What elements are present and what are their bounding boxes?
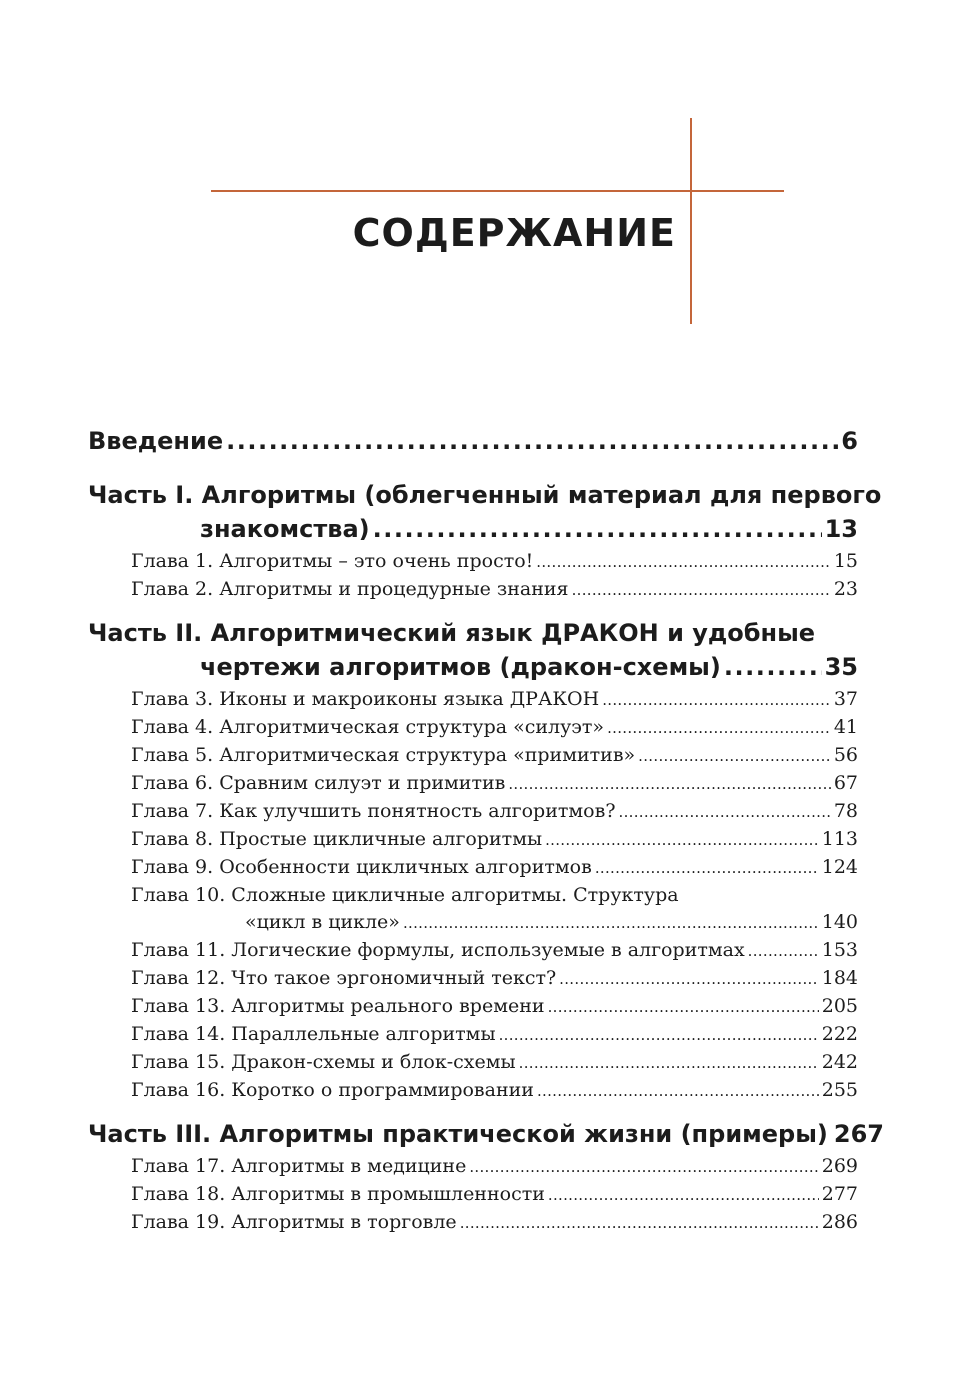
toc-chapter-page: 37 [833,688,858,710]
toc-line [131,993,858,1021]
toc-part-title: Часть I. Алгоритмы (облегченный материал для первого [88,481,882,509]
toc-chapter-entry[interactable] [88,770,858,798]
toc-chapter-entry[interactable] [88,1049,858,1077]
toc-line [131,1077,858,1105]
dot-leader [469,1154,818,1181]
dot-leader [519,1050,819,1077]
toc-chapter-title: Глава 6. Сравним силуэт и примитив [131,772,506,794]
toc-chapter-title: Глава 1. Алгоритмы – это очень просто! [131,550,534,572]
toc-part-title: чертежи алгоритмов (дракон-схемы) [200,653,721,681]
toc-chapter-page: 286 [821,1211,858,1233]
toc-chapter-title: Глава 9. Особенности цикличных алгоритмов [131,856,592,878]
toc-chapter-title: Глава 5. Алгоритмическая структура «примитив» [131,744,636,766]
toc-line [88,512,858,546]
toc-line [131,826,858,854]
dot-leader [460,1210,819,1237]
toc-chapter-entry[interactable] [88,965,858,993]
dot-leader [508,771,830,798]
toc-part-page: 267 [833,1120,884,1148]
toc-chapter-title: Глава 18. Алгоритмы в промышленности [131,1183,545,1205]
toc-chapter-page: 67 [833,772,858,794]
page-title: СОДЕРЖАНИЕ [352,211,676,255]
decorative-vertical-rule [690,118,692,324]
toc-chapter-page: 205 [821,995,858,1017]
toc-line [131,882,858,909]
toc-chapter-title: Глава 17. Алгоритмы в медицине [131,1155,467,1177]
toc-chapter-page: 113 [821,828,858,850]
toc-chapter-entry[interactable] [88,1021,858,1049]
toc-line [131,1049,858,1077]
toc-line [88,478,882,512]
toc-chapter-title: Глава 14. Параллельные алгоритмы [131,1023,496,1045]
toc-chapter-entry[interactable] [88,1077,858,1105]
toc-part-title: Часть II. Алгоритмический язык ДРАКОН и удобные [88,619,816,647]
spacer [88,604,858,616]
toc-intro-title: Введение [88,427,224,455]
toc-line [88,616,858,650]
dot-leader [403,910,819,937]
toc-chapter-page: 124 [821,856,858,878]
toc-chapter-title: Глава 8. Простые цикличные алгоритмы [131,828,543,850]
toc-intro-entry[interactable] [88,424,858,458]
toc-line [131,909,858,937]
toc-part-title: знакомства) [200,515,370,543]
toc-chapter-page: 153 [821,939,858,961]
toc-line [131,798,858,826]
toc-chapter-entry[interactable] [88,714,858,742]
toc-chapter-title: Глава 13. Алгоритмы реального времени [131,995,545,1017]
toc-part-entry[interactable] [88,1117,884,1151]
toc-line [131,742,858,770]
toc-chapter-page: 78 [833,800,858,822]
toc-chapter-entry[interactable] [88,686,858,714]
toc-line [88,1117,884,1151]
decorative-horizontal-rule [211,190,784,192]
toc-chapter-page: 23 [833,578,858,600]
dot-leader [595,855,819,882]
toc-line [131,854,858,882]
toc-chapter-page: 15 [833,550,858,572]
toc-chapter-entry[interactable] [88,576,858,604]
toc-chapter-entry[interactable] [88,937,858,965]
dot-leader [536,549,831,576]
toc-chapter-page: 255 [821,1079,858,1101]
dot-leader [607,715,831,742]
toc-chapter-title: Глава 10. Сложные цикличные алгоритмы. Структура [131,884,679,906]
toc-line [131,1209,858,1237]
toc-chapter-entry[interactable] [88,742,858,770]
dot-leader [537,1078,819,1105]
toc-line [131,714,858,742]
toc-chapter-entry[interactable] [88,993,858,1021]
toc-chapter-page: 277 [821,1183,858,1205]
toc-chapter-title: Глава 11. Логические формулы, используемые в алгоритмах [131,939,745,961]
toc-chapter-title: Глава 19. Алгоритмы в торговле [131,1211,457,1233]
toc-line [131,965,858,993]
toc-line [131,937,858,965]
dot-leader [559,966,819,993]
dot-leader [619,799,831,826]
toc-part-page: 35 [824,653,858,681]
toc-line [131,1021,858,1049]
dot-leader [545,827,819,854]
toc-line [131,576,858,604]
spacer [88,1105,858,1117]
toc-line [88,424,858,458]
dot-leader [748,938,819,965]
toc-intro-page: 6 [841,427,858,455]
toc-chapter-entry[interactable] [88,1209,858,1237]
toc-part-entry[interactable] [88,616,858,684]
toc-chapter-page: 222 [821,1023,858,1045]
table-of-contents [88,424,884,1237]
toc-chapter-title: Глава 3. Иконы и макроиконы языка ДРАКОН [131,688,600,710]
toc-chapter-entry[interactable] [88,854,858,882]
toc-chapter-title: Глава 2. Алгоритмы и процедурные знания [131,578,569,600]
toc-chapter-title: Глава 4. Алгоритмическая структура «силуэт» [131,716,605,738]
toc-chapter-title: Глава 7. Как улучшить понятность алгоритмов? [131,800,616,822]
toc-chapter-page: 41 [833,716,858,738]
spacer [88,458,858,478]
toc-line [131,548,858,576]
toc-chapter-title: Глава 16. Коротко о программировании [131,1079,534,1101]
toc-chapter-entry[interactable] [88,548,858,576]
dot-leader [548,1182,819,1209]
toc-part-entry[interactable] [88,478,882,546]
toc-chapter-entry[interactable] [88,1153,858,1181]
toc-line [131,686,858,714]
dot-leader [572,577,831,604]
toc-chapter-page: 269 [821,1155,858,1177]
toc-chapter-page: 56 [833,744,858,766]
toc-chapter-page: 242 [821,1051,858,1073]
toc-part-title: Часть III. Алгоритмы практической жизни (примеры) [88,1120,828,1148]
toc-part-page: 13 [824,515,858,543]
toc-chapter-title: Глава 12. Что такое эргономичный текст? [131,967,557,989]
toc-line [131,770,858,798]
toc-line [131,1153,858,1181]
toc-chapter-entry[interactable] [88,826,858,854]
toc-chapter-entry[interactable] [88,798,858,826]
dot-leader [638,743,831,770]
dot-leader [548,994,819,1021]
dot-leader [724,650,822,684]
toc-chapter-entry[interactable] [88,882,858,937]
dot-leader [373,512,822,546]
dot-leader [602,687,831,714]
toc-chapter-entry[interactable] [88,1181,858,1209]
toc-line [88,650,858,684]
toc-chapter-title: «цикл в цикле» [245,911,400,933]
toc-chapter-page: 184 [821,967,858,989]
dot-leader [226,424,838,458]
toc-line [131,1181,858,1209]
dot-leader [499,1022,819,1049]
toc-chapter-title: Глава 15. Дракон-схемы и блок-схемы [131,1051,516,1073]
toc-chapter-page: 140 [821,911,858,933]
